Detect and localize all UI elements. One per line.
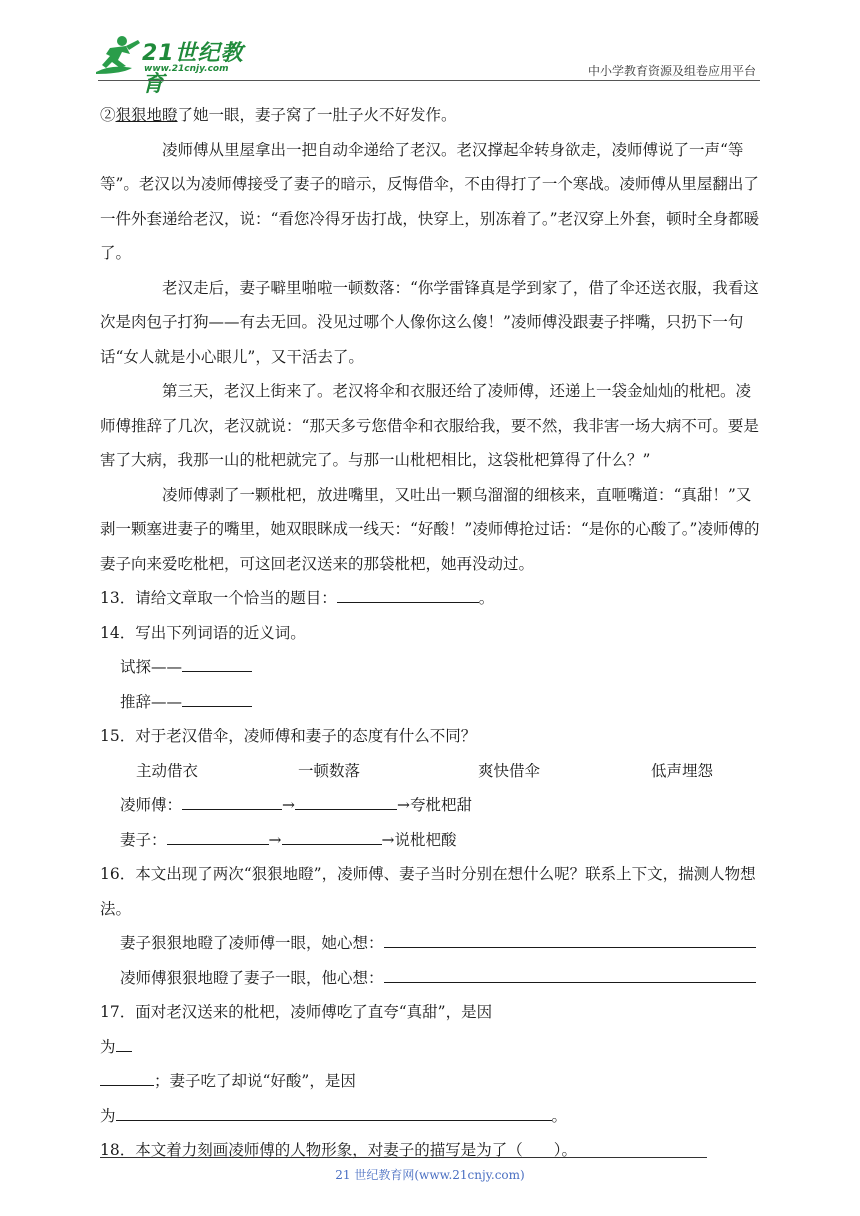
option-item: 一顿数落	[298, 761, 361, 780]
punct: 。	[478, 589, 495, 607]
question-13	[100, 581, 762, 616]
answer-blank[interactable]	[337, 586, 479, 603]
footer-link[interactable]: 21 世纪教育网(www.21cnjy.com)	[335, 1168, 525, 1182]
option-row	[100, 754, 762, 789]
question-17-line	[100, 1064, 762, 1099]
question-17-line	[100, 1030, 762, 1065]
word-label: 试探——	[120, 658, 183, 676]
line-marker: ②	[100, 106, 116, 124]
page-content	[100, 98, 762, 1168]
punct: 。	[551, 1106, 568, 1125]
question-16b	[100, 961, 762, 996]
answer-blank[interactable]	[116, 1104, 552, 1121]
question-14a	[100, 650, 762, 685]
row-label: 凌师傅：	[120, 796, 183, 814]
passage-paragraph: 老汉走后，妻子噼里啪啦一顿数落：“你学雷锋真是学到家了，借了伞还送衣服，我看这次是肉包子打狗——有去无回。没见过哪个人像你这么傻！”凌师傅没跟妻子拌嘴，只扔下一句话“女人就是小心眼儿”，又干活去了。	[100, 278, 759, 366]
answer-blank[interactable]	[182, 690, 252, 707]
passage-paragraph: 凌师傅从里屋拿出一把自动伞递给了老汉。老汉撑起伞转身欲走，凌师傅说了一声“等等”。老汉以为凌师傅接受了妻子的暗示，反悔借伞，不由得打了一个寒战。凌师傅从里屋翻出了一件外套递给老汉，说：“看您冷得牙齿打战，快穿上，别冻着了。”老汉穿上外套，顿时全身都暖了。	[100, 140, 760, 262]
question-14b	[100, 685, 762, 720]
answer-blank[interactable]	[182, 655, 252, 672]
line-rest: 了她一眼，妻子窝了一肚子火不好发作。	[177, 106, 457, 124]
question-16a	[100, 926, 762, 961]
answer-blank[interactable]	[182, 793, 282, 810]
option-item: 主动借衣	[136, 761, 199, 780]
option-item: 低声埋怨	[651, 761, 714, 780]
question-14: 14．写出下列词语的近义词。	[100, 623, 306, 642]
question-15: 15．对于老汉借伞，凌师傅和妻子的态度有什么不同？	[100, 727, 477, 745]
question-17-line	[100, 1099, 762, 1134]
passage-line-2	[100, 98, 762, 133]
question-16: 16．本文出现了两次“狠狠地瞪”，凌师傅、妻子当时分别在想什么呢？联系上下文，揣测人物想法。	[100, 865, 756, 918]
text: 为	[100, 1037, 116, 1056]
answer-blank[interactable]	[167, 828, 269, 845]
logo-text: 21世纪教育	[142, 41, 244, 97]
row-label: 妻子：	[120, 830, 167, 849]
row-end: →夸枇杷甜	[397, 796, 473, 814]
footer-divider	[100, 1157, 707, 1158]
answer-blank[interactable]	[116, 1035, 132, 1052]
passage-paragraph: 凌师傅剥了一颗枇杷，放进嘴里，又吐出一颗乌溜溜的细核来，直咂嘴道：“真甜！”又剥一颗塞进妻子的嘴里，她双眼眯成一线天：“好酸！”凌师傅抢过话：“是你的心酸了。”凌师傅的妻子向来爱吃枇杷，可这回老汉送来的那袋枇杷，她再没动过。	[100, 485, 760, 573]
underlined-phrase: 狠狠地瞪	[115, 106, 178, 124]
question-15-wife	[100, 823, 762, 858]
question-18: 18．本文着力刻画凌师傅的人物形象，对妻子的描写是为了（ ）。	[100, 1141, 577, 1159]
question-17: 17．面对老汉送来的枇杷，凌师傅吃了直夸“真甜”，是因	[100, 1003, 493, 1021]
row-label: 妻子狠狠地瞪了凌师傅一眼，她心想：	[120, 934, 384, 952]
answer-blank[interactable]	[384, 931, 756, 948]
row-end: →说枇杷酸	[381, 830, 457, 849]
runner-logo-icon	[92, 34, 148, 78]
text: ；妻子吃了却说“好酸”，是因	[154, 1072, 356, 1090]
answer-blank[interactable]	[282, 828, 382, 845]
answer-blank[interactable]	[100, 1069, 154, 1086]
word-label: 推辞——	[120, 692, 183, 711]
arrow-icon: →	[282, 796, 296, 814]
option-item: 爽快借伞	[478, 761, 541, 780]
site-logo[interactable]	[92, 34, 262, 97]
answer-blank[interactable]	[384, 966, 756, 983]
header-divider	[98, 80, 760, 81]
logo-url: www.21cnjy.com	[144, 64, 229, 74]
text: 为	[100, 1106, 116, 1125]
row-label: 凌师傅狠狠地瞪了妻子一眼，他心想：	[120, 968, 384, 987]
page-header	[0, 0, 860, 97]
platform-name: 中小学教育资源及组卷应用平台	[587, 64, 756, 78]
question-15-ling	[100, 788, 762, 823]
answer-blank[interactable]	[295, 793, 397, 810]
question-13-text: 13．请给文章取一个恰当的题目：	[100, 589, 337, 607]
passage-paragraph: 第三天，老汉上街来了。老汉将伞和衣服还给了凌师傅，还递上一袋金灿灿的枇杷。凌师傅推辞了几次，老汉就说：“那天多亏您借伞和衣服给我，要不然，我非害一场大病不可。要是害了大病，我那一山的枇杷就完了。与那一山枇杷相比，这袋枇杷算得了什么？”	[100, 382, 759, 469]
arrow-icon: →	[268, 830, 282, 849]
